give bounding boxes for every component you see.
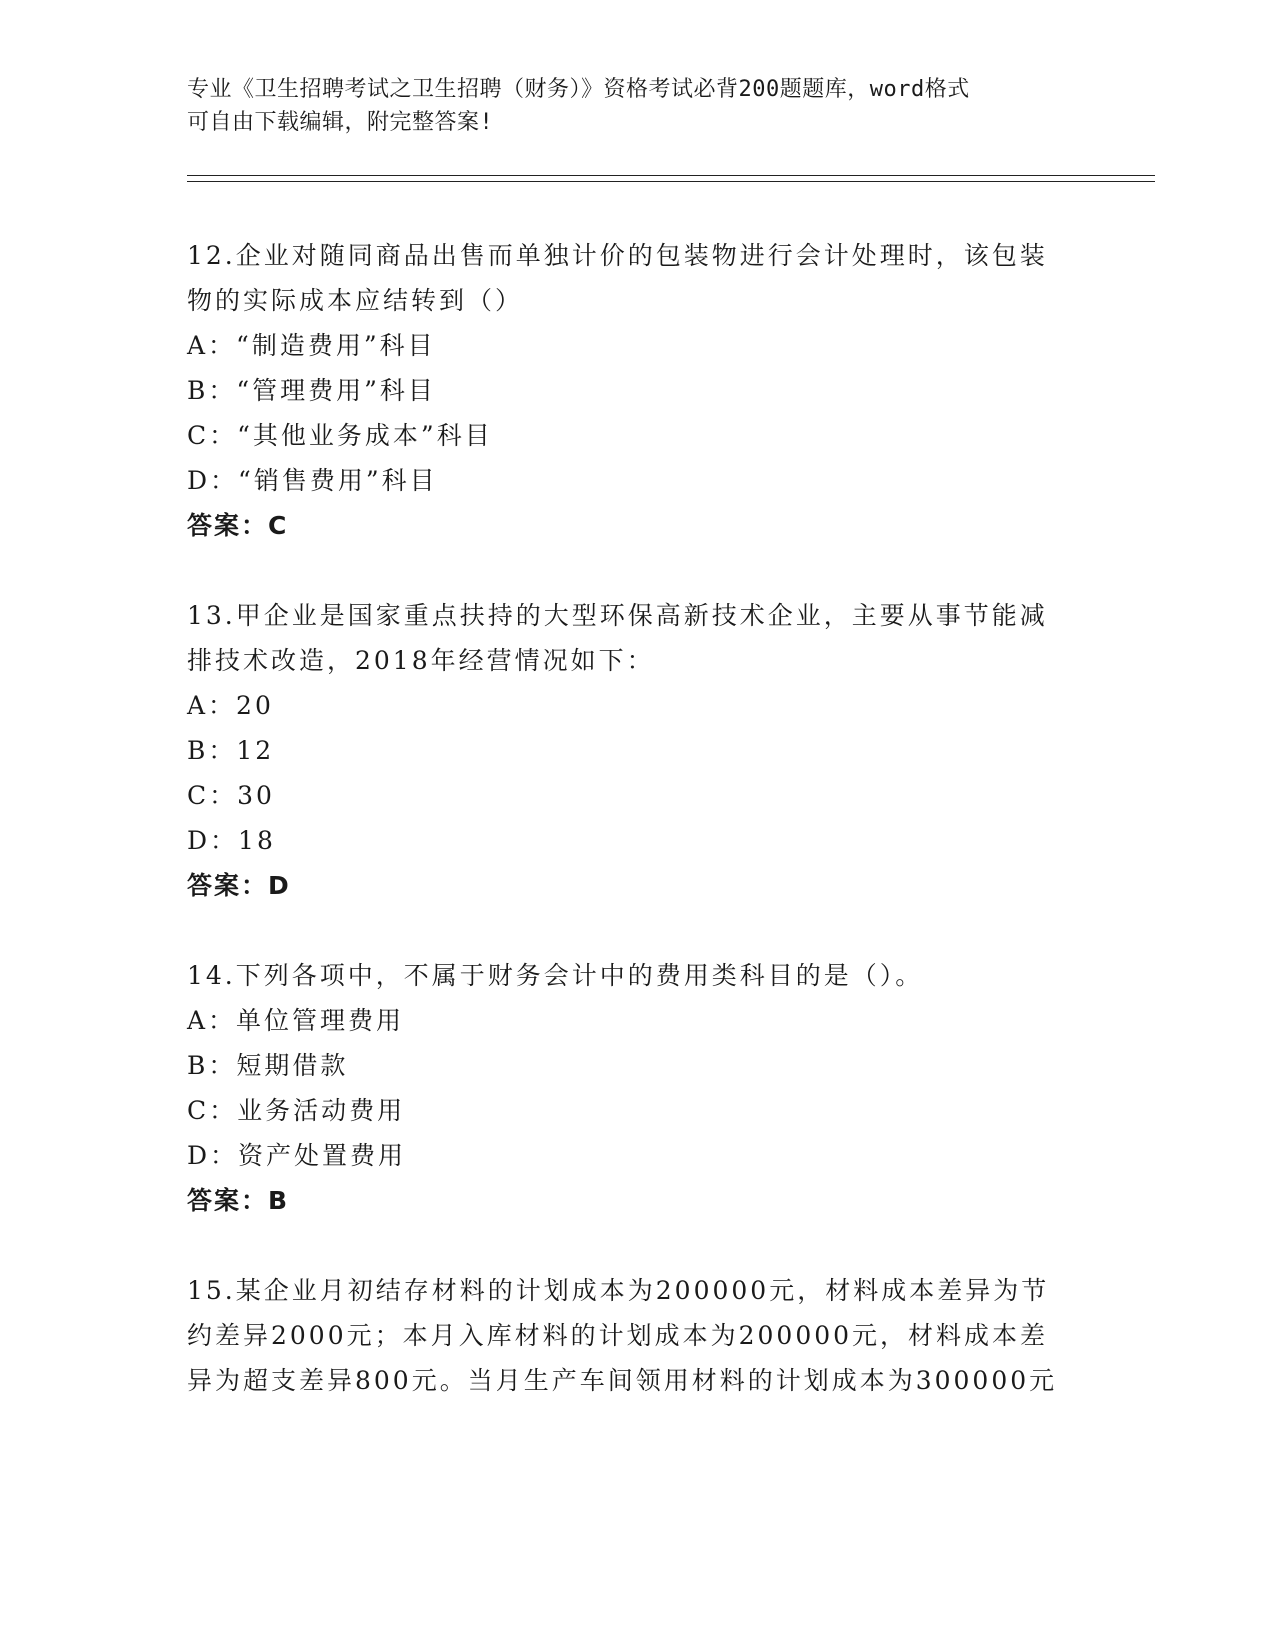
header-divider-thin [187, 181, 1155, 182]
option-b: B：12 [187, 736, 275, 765]
option-c: C：业务活动费用 [187, 1096, 406, 1125]
option-b: B：短期借款 [187, 1051, 349, 1080]
header-divider-thick [187, 175, 1155, 176]
answer: 答案：D [187, 871, 291, 900]
option-b: B：“管理费用”科目 [187, 376, 436, 405]
question-text: 15.某企业月初结存材料的计划成本为200000元，材料成本差异为节约差异2000元；本月入库材料的计划成本为200000元，材料成本差异为超支差异800元。当月生产车间领用材料的计划成本为300000元 [187, 1276, 1058, 1395]
question-list [187, 233, 1087, 1448]
option-d: D：资产处置费用 [187, 1141, 407, 1170]
question-text: 14.下列各项中，不属于财务会计中的费用类科目的是（）。 [187, 961, 924, 990]
option-a: A：单位管理费用 [187, 1006, 405, 1035]
question-12 [187, 233, 1087, 548]
header-line-1: 专业《卫生招聘考试之卫生招聘（财务）》资格考试必背200题题库，word格式 [187, 77, 970, 102]
document-header [187, 73, 1067, 139]
answer: 答案：B [187, 1186, 290, 1215]
option-c: C：“其他业务成本”科目 [187, 421, 493, 450]
question-text: 12.企业对随同商品出售而单独计价的包装物进行会计处理时，该包装物的实际成本应结转到（） [187, 241, 1048, 315]
question-14 [187, 953, 1087, 1223]
option-a: A：20 [187, 691, 274, 720]
question-text: 13.甲企业是国家重点扶持的大型环保高新技术企业，主要从事节能减排技术改造，2018年经营情况如下： [187, 601, 1048, 675]
option-d: D：“销售费用”科目 [187, 466, 438, 495]
option-a: A：“制造费用”科目 [187, 331, 436, 360]
question-15 [187, 1268, 1087, 1403]
option-c: C：30 [187, 781, 275, 810]
option-d: D：18 [187, 826, 276, 855]
question-13 [187, 593, 1087, 908]
header-line-2: 可自由下载编辑，附完整答案! [187, 110, 494, 135]
answer: 答案：C [187, 511, 289, 540]
